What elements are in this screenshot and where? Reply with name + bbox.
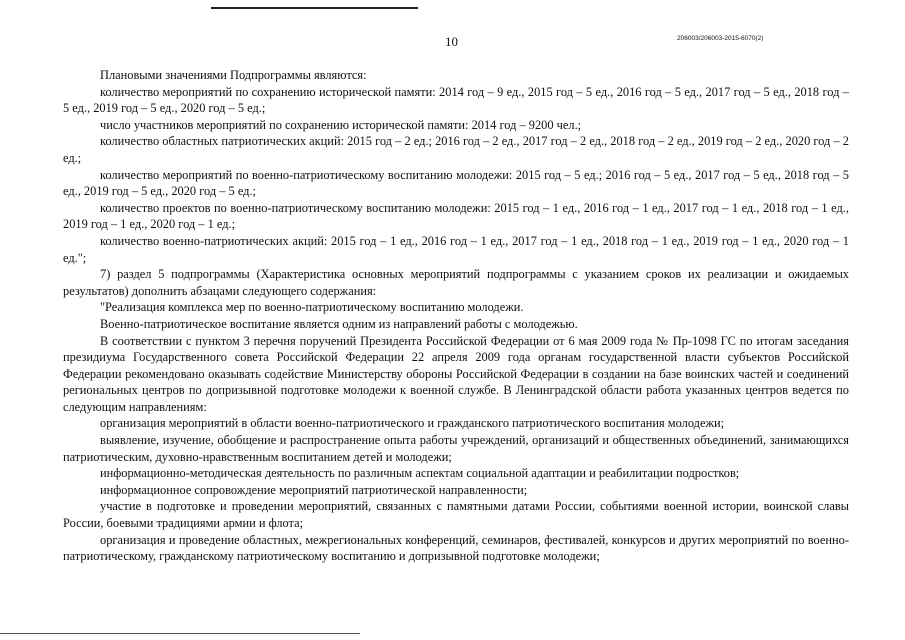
- list-item-methodology: информационно-методическая деятельность по различным аспектам социальной адаптации и реабилитации подростков;: [100, 466, 740, 481]
- paragraph-regional-actions: количество областных патриотических акций: 2015 год – 2 ед.; 2016 год – 2 ед., 2017 год – 2 ед., 2018 год – 2 ед., 2019 год – 2 ед., 2020 год – 2 ед.;: [63, 134, 849, 165]
- bottom-rule: [0, 633, 360, 634]
- paragraph-measures-title: "Реализация комплекса мер по военно-патриотическому воспитанию молодежи.: [100, 300, 524, 315]
- paragraph-youth-projects: количество проектов по военно-патриотическому воспитанию молодежи: 2015 год – 1 ед., 2016 год – 1 ед., 2017 год – 1 ед., 2018 год – 1 ед., 2019 год – 1 ед., 2020 год – 1 ед.;: [63, 200, 849, 232]
- paragraph-military-actions: количество военно-патриотических акций: 2015 год – 1 ед., 2016 год – 1 ед., 2017 год – 1 ед., 2018 год – 1 ед., 2019 год – 1 ед., 2020 год – 1 ед.";: [63, 233, 849, 265]
- paragraph-section-5: 7) раздел 5 подпрограммы (Характеристика основных мероприятий подпрограммы с указанием сроков их реализации и ожидаемых результатов) дополнить абзацами следующего содержания:: [63, 267, 849, 298]
- list-item-information: информационное сопровождение мероприятий патриотической направленности;: [100, 482, 528, 497]
- top-rule: [211, 7, 418, 9]
- list-item-experience: выявление, изучение, обобщение и распространение опыта работы учреждений, организаций и общественных объединений, занимающихся патриотическим, духовно-нравственным воспитанием детей и молодежи;: [63, 433, 849, 464]
- list-item-organization: организация мероприятий в области военно-патриотического и гражданского патриотического воспитания молодежи;: [100, 416, 725, 431]
- paragraph-direction: Военно-патриотическое воспитание является одним из направлений работы с молодежью.: [100, 316, 578, 331]
- paragraph-youth-events: количество мероприятий по военно-патриотическому воспитанию молодежи: 2015 год – 5 ед.; 2016 год – 5 ед., 2017 год – 5 ед., 2018 год – 5 ед., 2019 год – 5 ед., 2020 год – 5 ед.;: [63, 167, 849, 199]
- list-item-memorable-dates: участие в подготовке и проведении мероприятий, связанных с памятными датами России, событиями военной истории, воинской славы России, боевыми традициями армии и флота;: [63, 499, 849, 531]
- paragraph-planned-values: Плановыми значениями Подпрограммы являются:: [100, 68, 367, 82]
- paragraph-memory-events: количество мероприятий по сохранению исторической памяти: 2014 год – 9 ед., 2015 год – 5 ед., 2016 год – 5 ед., 2017 год – 5 ед., 2018 год – 5 ед., 2019 год – 5 ед., 2020 год – 5 ед.;: [63, 84, 849, 116]
- document-body: [63, 67, 849, 565]
- paragraph-presidential-order: В соответствии с пунктом 3 перечня поручений Президента Российской Федерации от 6 мая 2009 года № Пр-1098 ГС по итогам заседания президиума Государственного совета Российской Федерации 22 апреля 2009 года органам государственной власти субъектов Российской Федерации рекомендовано оказывать содействие Министерству обороны Российской Федерации в создании на базе воинских частей и соединений региональных центров по допризывной подготовке молодежи к военной службе. В Ленинградской области работа указанных центров ведется по следующим направлениям:: [63, 333, 849, 414]
- page-number: 10: [445, 34, 458, 49]
- list-item-conferences: организация и проведение областных, межрегиональных конференций, семинаров, фестивалей, конкурсов и других мероприятий по военно-патриотическому, гражданскому патриотическому воспитанию и допризывной подготовке молодежи;: [63, 532, 849, 564]
- paragraph-memory-participants: число участников мероприятий по сохранению исторической памяти: 2014 год – 9200 чел.;: [100, 117, 582, 132]
- document-code: 206003/206003-2015-6070(2): [677, 35, 764, 42]
